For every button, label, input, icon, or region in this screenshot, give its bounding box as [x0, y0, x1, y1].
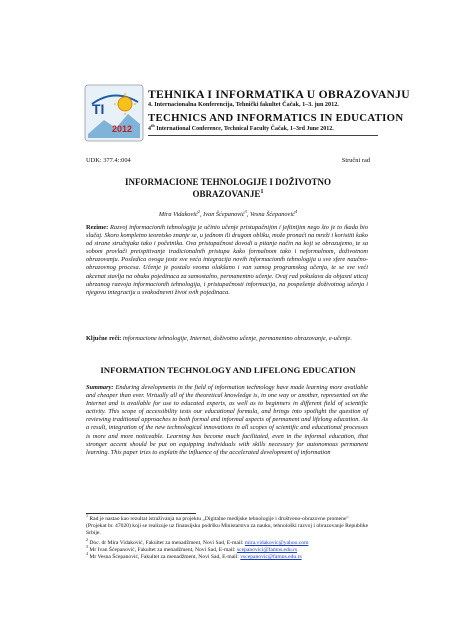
footnote-rule [86, 513, 196, 514]
author-3: , Vesna Šćepanović [246, 211, 295, 218]
title-footnote-ref: 1 [260, 188, 264, 195]
authors [86, 208, 370, 218]
summary-label: Summary: [86, 384, 114, 391]
email-link-vidakovic[interactable]: mira.vidakovic@yahoo.com [244, 540, 309, 546]
email-link-ivan[interactable]: scepanovici@famns.edu.rs [236, 547, 298, 553]
conf-number-suffix: th [151, 123, 155, 128]
paper-title [86, 176, 370, 200]
conference-header [84, 84, 410, 146]
paper-type: Stručni rad [341, 157, 370, 164]
footnote-1 [86, 516, 370, 537]
abstract-label: Rezime: [86, 224, 109, 231]
keywords-text: informacione tehnologije, Internet, doživotno učenje, permanentno obrazovanje, e-učenje. [121, 335, 352, 342]
english-title: INFORMATION TECHNOLOGY AND LIFELONG EDUCATION [100, 365, 356, 375]
title-line-2-text: OBRAZOVANJE [192, 189, 261, 199]
conf-number: 4 [148, 126, 151, 132]
header-rule [148, 135, 378, 136]
conference-title-sr: TEHNIKA I INFORMATIKA U OBRAZOVANJU [148, 88, 410, 101]
footnote-2-num: 2 [86, 538, 88, 543]
conference-details-sr: 4. Internacionalna Konferencija, Tehnički fakultet Čačak, 1–3. jun 2012. [148, 101, 339, 108]
email-link-vesna[interactable]: vscepanovic@famns.edu.rs [240, 554, 302, 560]
footnote-3-num: 3 [86, 545, 88, 550]
conference-logo [84, 84, 144, 142]
author-2-ref: 3 [244, 208, 247, 214]
author-3-ref: 4 [294, 208, 298, 214]
footnote-2-text: Doc. dr Mira Vidaković, Fakultet za menadžment, Novi Sad, E-mail: [87, 540, 245, 546]
conference-info [148, 88, 410, 136]
title-line-2 [86, 188, 370, 200]
author-2: , Ivan Šćepanović [200, 211, 245, 218]
keywords-label: Ključne reči: [86, 335, 122, 342]
conference-details-en [148, 125, 388, 133]
footnote-1-num: 1 [86, 514, 88, 519]
abstract-english [86, 384, 368, 457]
abstract-text: Razvoj informacionih tehnologija je učinio učenje pristupačnijim i jeftinijim nego što je to ikada bio slučaj. Skoro kompletno teoretsko znanje se, u jednom ili drugom obliku, može pronaći na mreži i koristiti kako od strane stručnjaka tako i početnika. Ova pristupačnost dovodi u pitanje način na koji se obrazujemo, te sa sobom provlači preispitivanje tradicionalnih pristupa kako formalnom tako i neformalnom, doživotnom obrazovanju. Posledica ovoga jeste sve veća integracija novih informacionih tehnologija u sve sfere naučno-obrazovnog procesa. Učenje je postalo veoma olakšano i van samog programskog učenja, te se sve veći akcenat stavlja na obuku pojedinaca za samostalno, permanentno učenje. Ovaj rad pokušava da objasni uticaj ubrzanog razvoja informacionih tehnologija, i pristupačnosti informacija, na pospešenje doživotnog učenja i njegovu integraciju u svakodnevni život svih pojedinaca. [86, 224, 368, 296]
summary-text: Enduring developments in the field of information technology have made learning more available and cheaper than ever. Virtually all of the theoretical knowledge is, in one way or another, represented on the Internet and is available for use to educated experts, as well as to beginners in different field of scientific activity. This scope of accessibility tests our educational formula, and brings into spotlight the question of reviewing traditional approaches to both formal and informal aspects of permanent and lifelong education. As a result, integration of the new technological innovations in all scopes of scientific and educational processes is more and more noticeable. Learning has become much facilitated, even in the informal education, that stronger accent should be put on equipping individuals with skills necessary for autonomous permanent learning. This paper tries to explain the influence of the accelerated development of information [86, 384, 368, 456]
author-1-ref: 2 [197, 208, 200, 214]
footnote-4-text: Mr Vesna Šćepanović, Fakultet za menadžment, Novi Sad, E-mail: [87, 554, 241, 560]
logo-year: 2012 [112, 124, 133, 134]
author-1: Mira Vidaković [158, 211, 198, 218]
udk-code: UDK: 377.4::004 [86, 157, 131, 164]
footnote-3-text: Mr Ivan Šćepanović, Fakultet za menadžment, Novi Sad, E-mail: [87, 547, 237, 553]
abstract-serbian [86, 224, 368, 297]
footnote-4-num: 4 [86, 552, 88, 557]
keywords-serbian [86, 335, 368, 343]
title-line-1: INFORMACIONE TEHNOLOGIJE I DOŽIVOTNO [125, 177, 331, 187]
logo-text: TI [92, 101, 105, 117]
conference-title-en: TECHNICS AND INFORMATICS IN EDUCATION [148, 112, 404, 124]
conf-details-rest: International Conference, Technical Faculty Čačak, 1–3rd June 2012. [154, 126, 334, 132]
footnote-4 [86, 554, 370, 561]
footnote-1-text: Rad je nastao kao rezultat istraživanja na projektu „Digitalne medijske tehnologije i društveno-obrazovne promene" (Projekat br. 47020) koji se realizuje uz finansijsku podršku Ministarstva za nauku, tehnološki razvoj i obrazovanje Republike Srbije. [86, 516, 369, 536]
